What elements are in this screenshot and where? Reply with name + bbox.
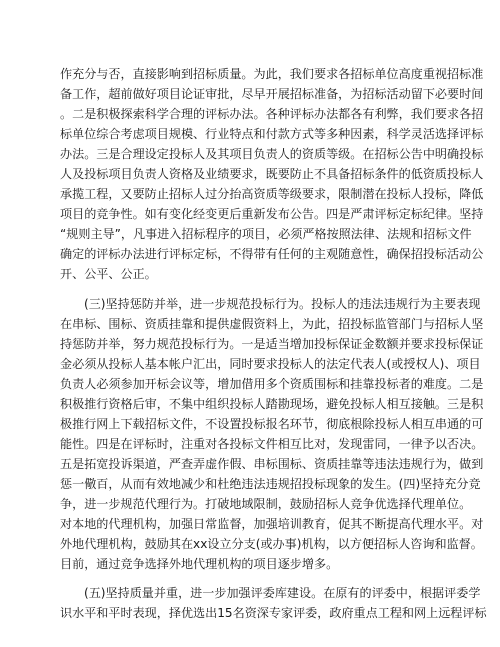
text-line: 人及投标项目负责人资格及业绩要求，既要防止不具备招标条件的低资质投标人 [60, 167, 484, 182]
text-line: “规则主导”，凡事进入招标程序的项目，必须严格按照法律、法规和招标文件 [60, 227, 472, 242]
text-line: 积极推行资格后审，不集中组织投标人踏勘现场，避免投标人相互接触。三是积 [60, 396, 484, 411]
text-line: 。二是积极探索科学合理的评标办法。各种评标办法都各有利弊，我们要求各招 [60, 107, 484, 122]
text-line: 对本地的代理机构，加强日常监督，加强培训教育，促其不断提高代理水平。对 [60, 517, 484, 532]
text-line: 争，进一步规范代理行为。打破地域限制，鼓励招标人竞争优选择代理单位。 [60, 496, 472, 511]
text-line: (三)坚持惩防并举，进一步规范投标行为。投标人的违法违规行为主要表现 [84, 296, 481, 311]
text-line: 金必须从投标人基本帐户汇出，同时要求投标人的法定代表人(或授权人)、项目 [60, 356, 481, 371]
text-line: 负责人必须参加开标会议等，增加借用多个资质围标和挂靠投标者的难度。二是 [60, 376, 484, 391]
text-line: 开、公平、公正。 [60, 267, 157, 282]
text-line: 目前，通过竞争选择外地代理机构的项目逐步增多。 [60, 557, 339, 572]
text-line: 备工作，超前做好项目论证审批，尽早开展招标准备，为招标活动留下必要时间 [60, 87, 484, 102]
text-line: 确定的评标办法进行评标定标，不得带有任何的主观随意性，确保招投标活动公 [60, 247, 484, 262]
text-line: 极推行网上下载招标文件，不设置投标报名环节，彻底根除投标人相互串通的可 [60, 416, 484, 431]
text-line: 在串标、围标、资质挂靠和提供虚假资料上，为此，招投标监管部门与招标人坚 [60, 316, 484, 331]
text-line: 作充分与否，直接影响到招标质量。为此，我们要求各招标单位高度重视招标准 [60, 67, 484, 81]
document-body [60, 64, 487, 623]
text-line: 项目的竞争性。如有变化经变更后重新发布公告。四是严肃评标定标纪律。坚持 [60, 207, 484, 222]
text-line: (五)坚持质量并重，进一步加强评委库建设。在原有的评委中，根据评委学 [84, 586, 481, 601]
text-line: 五是拓宽投诉渠道，严查弄虚作假、串标围标、资质挂靠等违法违规行为，做到 [60, 456, 484, 471]
text-line: 标单位综合考虑项目规模、行业特点和付款方式等多种因素，科学灵活选择评标 [60, 127, 484, 142]
text-line: 能性。四是在评标时，注重对各投标文件相互比对，发现雷同，一律予以否决。 [60, 436, 484, 451]
text-line: 惩一儆百，从而有效地减少和杜绝违法违规招投标现象的发生。(四)坚持充分竞 [60, 476, 481, 491]
text-line: 外地代理机构，鼓励其在xx设立分支(或办事)机构，以方便招标人咨询和监督。 [60, 537, 483, 552]
text-line: 办法。三是合理设定投标人及其项目负责人的资质等级。在招标公告中明确投标 [60, 147, 484, 162]
text-line: 承揽工程，又要防止招标人过分抬高资质等级要求，限制潜在投标人投标，降低 [60, 187, 484, 202]
paragraph-gap [60, 285, 440, 294]
text-line: 持惩防并举，努力规范投标行为。一是适当增加投标保证金数额并要求投标保证 [60, 336, 484, 351]
paragraph-gap [60, 574, 440, 583]
text-line: 识水平和平时表现，择优选出15名资深专家评委，政府重点工程和网上远程评标 [60, 606, 487, 621]
